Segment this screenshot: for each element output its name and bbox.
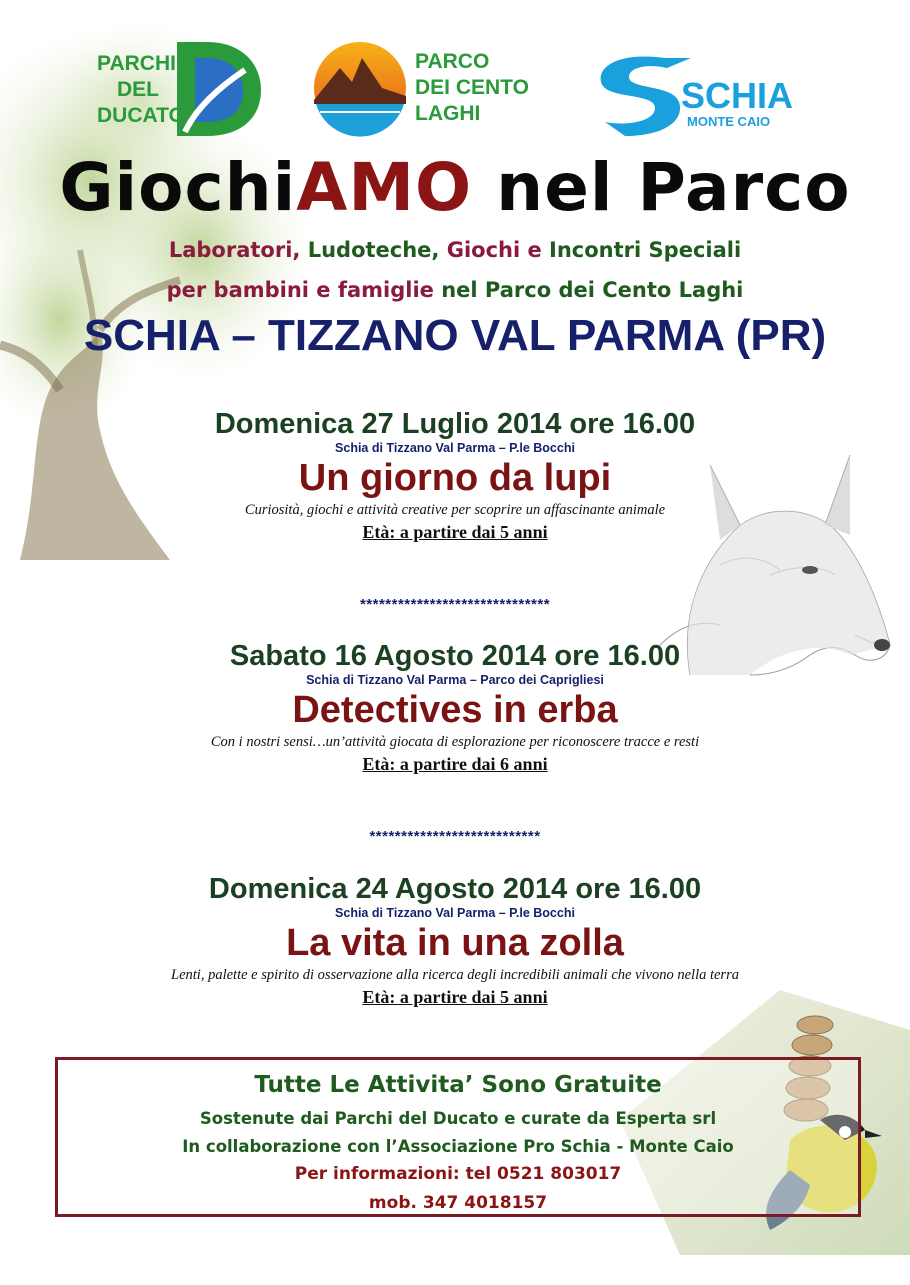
parco-cento-laghi-logo — [312, 38, 529, 138]
subtitle-incontri: Incontri Speciali — [549, 238, 742, 262]
subtitle-giochi: Giochi e — [446, 238, 550, 262]
event-date: Domenica 27 Luglio 2014 ore 16.00 — [214, 408, 696, 440]
event-name: La vita in una zolla — [286, 922, 624, 964]
event-location: Schia di Tizzano Val Parma – P.le Bocchi — [335, 906, 575, 920]
event-name: Detectives in erba — [292, 689, 618, 731]
info-phone: Per informazioni: tel 0521 803017 — [294, 1164, 622, 1184]
subtitle-ludoteche: Ludoteche, — [307, 238, 447, 262]
poster-title — [0, 148, 910, 228]
info-headline: Tutte Le Attivita’ Sono Gratuite — [254, 1072, 662, 1098]
title-part1: Giochi — [59, 149, 297, 226]
event-description: Lenti, palette e spirito di osservazione alla ricerca degli incredibili animali che vivono nella terra — [171, 967, 739, 983]
schia-name: SCHIA — [681, 75, 794, 116]
event-date: Sabato 16 Agosto 2014 ore 16.00 — [229, 640, 681, 672]
ducato-line1: PARCHI — [97, 52, 176, 75]
schia-monte-caio-logo — [595, 52, 825, 137]
cento-line3: LAGHI — [415, 102, 481, 125]
event-age: Età: a partire dai 6 anni — [362, 754, 548, 774]
separator-2: *************************** — [369, 828, 541, 845]
schia-sub: MONTE CAIO — [687, 114, 771, 129]
title-part2: AMO — [296, 149, 473, 226]
ducato-line3: DUCATO — [97, 104, 185, 127]
title-part3: nel Parco — [472, 149, 851, 226]
event-age: Età: a partire dai 5 anni — [362, 987, 548, 1007]
ducato-line2: DEL — [117, 78, 159, 101]
event-2 — [0, 640, 910, 776]
subtitle-parco: nel Parco dei Cento Laghi — [441, 278, 744, 302]
event-location: Schia di Tizzano Val Parma – Parco dei Caprigliesi — [306, 673, 604, 687]
location-header: SCHIA – TIZZANO VAL PARMA (PR) — [83, 311, 827, 360]
event-name: Un giorno da lupi — [298, 457, 612, 499]
info-mobile: mob. 347 4018157 — [368, 1193, 548, 1213]
event-1 — [0, 408, 910, 544]
cento-line2: DEI CENTO — [415, 76, 529, 99]
event-location: Schia di Tizzano Val Parma – P.le Bocchi — [335, 441, 575, 455]
event-age: Età: a partire dai 5 anni — [362, 522, 548, 542]
info-collaboration: In collaborazione con l’Associazione Pro Schia - Monte Caio — [182, 1137, 734, 1156]
info-sponsors: Sostenute dai Parchi del Ducato e curate da Esperta srl — [199, 1109, 717, 1128]
parchi-del-ducato-logo — [95, 40, 265, 138]
info-box — [55, 1057, 861, 1217]
subtitle-line2 — [0, 276, 910, 304]
cento-line1: PARCO — [415, 50, 490, 73]
subtitle-line1 — [0, 236, 910, 264]
event-date: Domenica 24 Agosto 2014 ore 16.00 — [208, 873, 702, 905]
separator-1: ****************************** — [359, 596, 551, 613]
subtitle-bambini: per bambini e famiglie — [166, 278, 442, 302]
event-description: Con i nostri sensi…un’attività giocata di esplorazione per riconoscere tracce e resti — [210, 734, 700, 750]
subtitle-laboratori: Laboratori, — [168, 238, 308, 262]
event-description: Curiosità, giochi e attività creative per scoprire un affascinante animale — [244, 502, 666, 518]
